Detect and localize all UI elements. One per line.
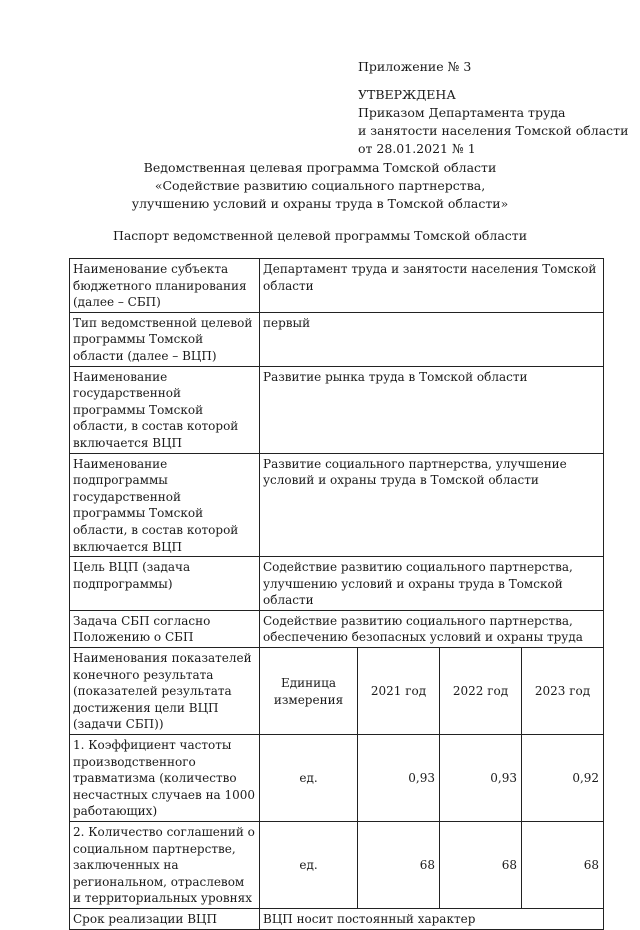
row-value: Содействие развитию социального партнерства, обеспечению безопасных условий и охраны труда xyxy=(260,610,604,647)
term-row xyxy=(70,908,604,929)
table-row xyxy=(70,610,604,647)
indicator-value-2021: 68 xyxy=(358,822,440,909)
unit-header: Единица измерения xyxy=(260,648,358,735)
indicator-value-2022: 0,93 xyxy=(440,735,522,822)
term-label: Срок реализации ВЦП xyxy=(70,908,260,929)
year-header-2021: 2021 год xyxy=(358,648,440,735)
row-label: Тип ведомственной целевой программы Томской области (далее – ВЦП) xyxy=(70,312,260,366)
row-value: Развитие рынка труда в Томской области xyxy=(260,366,604,453)
row-label: Наименование подпрограммы государственной программы Томской области, в состав которой включается ВЦП xyxy=(70,453,260,557)
term-value: ВЦП носит постоянный характер xyxy=(260,908,604,929)
indicator-unit: ед. xyxy=(260,822,358,909)
row-value: первый xyxy=(260,312,604,366)
row-label: Задача СБП согласно Положению о СБП xyxy=(70,610,260,647)
table-row xyxy=(70,557,604,611)
program-title xyxy=(0,159,640,213)
year-header-2022: 2022 год xyxy=(440,648,522,735)
approval-line-1: Приказом Департамента труда xyxy=(358,105,566,120)
indicator-value-2023: 0,92 xyxy=(522,735,604,822)
row-value: Развитие социального партнерства, улучшение условий и охраны труда в Томской области xyxy=(260,453,604,557)
approved-stamp: УТВЕРЖДЕНА xyxy=(358,87,456,102)
approval-line-2: и занятости населения Томской области xyxy=(358,123,629,138)
approval-block xyxy=(358,58,628,158)
table-row xyxy=(70,453,604,557)
row-value: Департамент труда и занятости населения Томской области xyxy=(260,259,604,313)
indicator-value-2021: 0,93 xyxy=(358,735,440,822)
indicator-name: 2. Количество соглашений о социальном партнерстве, заключенных на региональном, отраслевом и территориальных уровнях xyxy=(70,822,260,909)
table-row xyxy=(70,312,604,366)
indicator-value-2023: 68 xyxy=(522,822,604,909)
row-label: Наименование субъекта бюджетного планирования (далее – СБП) xyxy=(70,259,260,313)
year-header-2023: 2023 год xyxy=(522,648,604,735)
indicator-row xyxy=(70,822,604,909)
indicator-row xyxy=(70,735,604,822)
indicator-unit: ед. xyxy=(260,735,358,822)
approval-line-3: от 28.01.2021 № 1 xyxy=(358,141,476,156)
program-title-line-1: Ведомственная целевая программа Томской области xyxy=(143,160,497,175)
table-row xyxy=(70,259,604,313)
indicators-header-label: Наименования показателей конечного результата (показателей результата достижения цели ВЦП (задачи СБП)) xyxy=(70,648,260,735)
passport-table xyxy=(69,258,604,930)
program-title-line-2: «Содействие развитию социального партнерства, xyxy=(154,178,486,193)
indicator-value-2022: 68 xyxy=(440,822,522,909)
row-label: Цель ВЦП (задача подпрограммы) xyxy=(70,557,260,611)
program-title-line-3: улучшению условий и охраны труда в Томской области» xyxy=(131,196,509,211)
indicators-header-row xyxy=(70,648,604,735)
table-row xyxy=(70,366,604,453)
appendix-number: Приложение № 3 xyxy=(358,59,472,74)
indicator-name: 1. Коэффициент частоты производственного травматизма (количество несчастных случаев на 1000 работающих) xyxy=(70,735,260,822)
passport-title: Паспорт ведомственной целевой программы Томской области xyxy=(112,228,528,243)
row-value: Содействие развитию социального партнерства, улучшению условий и охраны труда в Томской области xyxy=(260,557,604,611)
row-label: Наименование государственной программы Томской области, в состав которой включается ВЦП xyxy=(70,366,260,453)
